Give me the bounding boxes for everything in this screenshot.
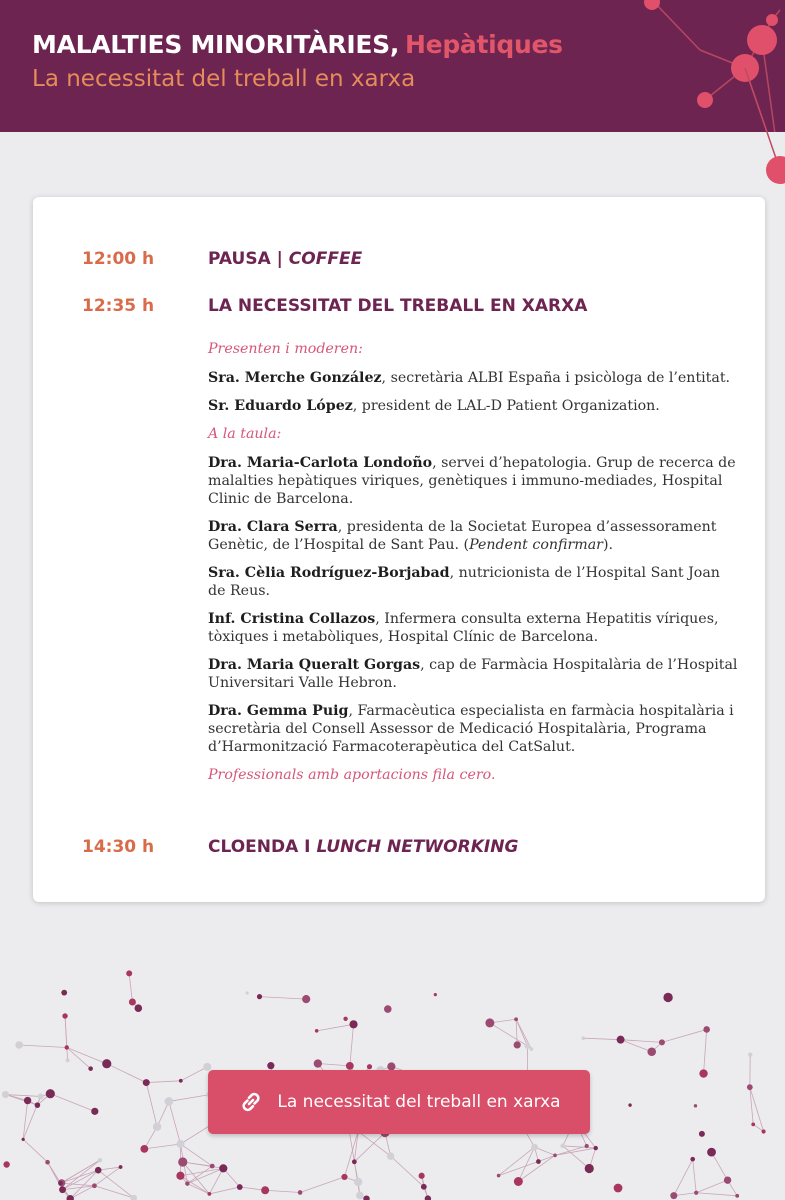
network-node [659, 1039, 665, 1045]
network-line [300, 1177, 344, 1193]
network-node [261, 1186, 269, 1194]
network-line [260, 997, 307, 999]
person-name: Sra. Cèlia Rodríguez-Borjabad [208, 565, 450, 581]
network-node [343, 1017, 347, 1021]
network-node [22, 1138, 25, 1141]
network-node [514, 1177, 523, 1186]
network-line [50, 1094, 94, 1112]
network-node [497, 1174, 501, 1178]
network-node [647, 1047, 656, 1056]
network-node [694, 1191, 698, 1195]
network-line [499, 1147, 535, 1175]
network-node [387, 1152, 394, 1159]
network-node [354, 1178, 362, 1186]
network-node [703, 1026, 710, 1033]
network-node [561, 1144, 566, 1149]
network-line [518, 1155, 555, 1181]
network-line [674, 1159, 693, 1195]
network-node [514, 1041, 521, 1048]
network-node [210, 1164, 215, 1169]
network-node [751, 1122, 755, 1126]
network-node [119, 1165, 123, 1169]
time-label: 14:30 h [82, 837, 155, 857]
network-line [169, 1101, 181, 1144]
network-line [146, 1083, 157, 1127]
panelist-item [208, 656, 738, 692]
network-line [712, 1152, 728, 1180]
network-node [140, 1145, 148, 1153]
network-node [298, 1190, 303, 1195]
network-line [67, 1047, 107, 1063]
person-desc: , Infermera consulta externa Hepatitis víriques, tòxiques i metabòliques, Hospital Clínic de Barcelona. [208, 611, 719, 645]
person-desc: , secretària ALBI España i psicòloga de l’entitat. [381, 370, 731, 386]
person-desc: , Farmacèutica especialista en farmàcia hospitalària i secretària del Consell Assessor de Medicació Hospitalària, Programa d’Harmonització Farmacoterapèutica del CatSalut. [208, 703, 734, 755]
person-name: Dra. Maria-Carlota Londoño [208, 455, 433, 471]
item-title [208, 837, 518, 857]
network-line [583, 1038, 620, 1039]
network-node [341, 1174, 347, 1180]
person-desc: , president de LAL-D Patient Organization. [352, 398, 660, 414]
network-line [146, 1081, 181, 1083]
network-node [257, 994, 262, 999]
network-node [58, 1181, 63, 1186]
network-node [237, 1184, 243, 1190]
moderators-label: Presenten i moderen: [208, 341, 363, 357]
network-node [95, 1167, 102, 1174]
network-node [531, 1144, 538, 1151]
network-node [2, 1091, 9, 1098]
network-line [704, 1029, 707, 1073]
network-node [302, 995, 310, 1003]
panelist-item [208, 610, 738, 646]
network-node [617, 1036, 625, 1044]
network-line [144, 1144, 180, 1149]
network-node [425, 1195, 431, 1200]
network-line [693, 1159, 696, 1193]
network-node [384, 1005, 392, 1013]
link-button[interactable] [208, 1070, 590, 1134]
network-node [65, 1045, 69, 1049]
network-node [185, 1181, 189, 1185]
person-name: Dra. Gemma Puig [208, 703, 349, 719]
time-label: 12:00 h [82, 249, 155, 269]
title-italic: LUNCH NETWORKING [316, 837, 519, 857]
network-node [246, 991, 249, 994]
network-node [92, 1183, 97, 1188]
network-node [176, 1140, 184, 1148]
person-name: Sra. Merche González [208, 370, 382, 386]
network-node [724, 1176, 731, 1183]
network-node [219, 1164, 227, 1172]
page-subtitle: La necessitat del treball en xarxa [32, 66, 416, 92]
network-node [694, 1104, 697, 1107]
page-title [32, 30, 563, 59]
network-node [349, 1020, 357, 1028]
network-line [209, 1168, 223, 1194]
network-node [485, 1018, 494, 1027]
network-node [363, 1195, 369, 1200]
person-desc-end: ). [602, 537, 613, 553]
network-line [354, 1133, 385, 1162]
network-node [536, 1159, 541, 1164]
network-node [38, 1093, 44, 1099]
person-name: Inf. Cristina Collazos [208, 611, 376, 627]
title-text: CLOENDA I [208, 837, 311, 857]
network-node [530, 1047, 534, 1051]
network-node [46, 1089, 55, 1098]
network-node [419, 1173, 425, 1179]
network-node [3, 1161, 9, 1167]
network-node [178, 1157, 187, 1166]
network-node [761, 1129, 765, 1133]
network-node [748, 1052, 752, 1056]
header-banner [0, 0, 785, 132]
network-line [65, 1016, 68, 1060]
network-line [490, 1023, 528, 1046]
network-node [585, 1164, 594, 1173]
network-line [98, 1170, 134, 1198]
network-line [19, 1045, 67, 1048]
network-line [107, 1064, 147, 1083]
person-name: Dra. Maria Queralt Gorgas [208, 657, 421, 673]
network-decoration [600, 0, 785, 132]
session-details [208, 340, 738, 784]
title-text: PAUSA | [208, 249, 283, 269]
network-line [538, 1155, 555, 1161]
network-node [421, 1184, 427, 1190]
network-node [628, 1103, 631, 1106]
network-line [318, 1064, 350, 1066]
network-line [499, 1162, 539, 1176]
network-node [434, 993, 437, 996]
network-node [143, 1079, 150, 1086]
network-node [102, 1059, 111, 1068]
panelist-item [208, 702, 738, 756]
moderator-item [208, 397, 738, 415]
network-line [23, 1139, 47, 1162]
network-line [563, 1146, 596, 1148]
network-line [265, 1190, 300, 1192]
network-node [614, 1184, 623, 1193]
title-italic: COFFEE [288, 249, 363, 269]
network-line [354, 1131, 358, 1162]
network-node [165, 1097, 174, 1106]
network-line [209, 1187, 239, 1194]
person-desc-italic: Pendent confirmar [469, 537, 603, 553]
network-line [48, 1162, 61, 1183]
network-node [135, 1004, 143, 1012]
network-line [180, 1168, 223, 1175]
network-node [45, 1160, 50, 1165]
time-label: 12:35 h [82, 296, 155, 316]
network-node [91, 1108, 98, 1115]
item-title: LA NECESSITAT DEL TREBALL EN XARXA [208, 296, 588, 316]
network-node [59, 1186, 66, 1193]
network-node [129, 999, 136, 1006]
link-icon [237, 1088, 265, 1116]
network-node [581, 1036, 585, 1040]
link-button-label: La necessitat del treball en xarxa [277, 1092, 561, 1112]
network-node [514, 1017, 518, 1021]
network-line [696, 1193, 737, 1196]
network-node [61, 990, 67, 996]
network-node [367, 1064, 372, 1069]
network-node [747, 1084, 753, 1090]
network-node [670, 1192, 677, 1199]
network-node [35, 1102, 41, 1108]
network-node [267, 1062, 274, 1069]
panel-label: A la taula: [208, 426, 282, 442]
panelist-item [208, 454, 738, 508]
network-node [699, 1069, 707, 1077]
network-node [524, 1043, 530, 1049]
network-line [169, 1094, 210, 1101]
network-node [690, 1157, 695, 1162]
network-line [696, 1180, 727, 1193]
network-line [391, 1156, 424, 1187]
network-node [66, 1058, 70, 1062]
item-title [208, 249, 362, 269]
person-name: Sr. Eduardo López [208, 398, 353, 414]
network-node [15, 1041, 23, 1049]
network-node [130, 1195, 137, 1200]
network-node [352, 1159, 357, 1164]
network-node [663, 993, 672, 1002]
network-node [179, 1079, 183, 1083]
network-line [518, 1147, 534, 1181]
network-node [88, 1066, 93, 1071]
network-line [187, 1184, 209, 1194]
moderator-item [208, 369, 738, 387]
person-desc: , presidenta de la Societat Europea d’assessorament Genètic, de l’Hospital de Sant Pau. ( [208, 519, 717, 553]
person-desc: , cap de Farmàcia Hospitalària de l’Hospital Universitari Valle Hebron. [208, 657, 738, 691]
panelist-item [208, 518, 738, 554]
network-node [62, 1013, 67, 1018]
program-card [33, 197, 765, 902]
network-node [707, 1148, 716, 1157]
network-node [553, 1154, 557, 1158]
network-line [662, 1029, 707, 1042]
network-node [356, 1192, 364, 1200]
person-desc: , servei d’hepatologia. Grup de recerca de malalties hepàtiques viriques, genètiques i immuno-mediades, Hospital Clinic de Barcelona. [208, 455, 736, 507]
network-node [176, 1172, 184, 1180]
network-line [70, 1186, 94, 1199]
network-line [129, 973, 132, 1002]
network-line [516, 1019, 517, 1045]
network-node [24, 1097, 31, 1104]
network-node [153, 1123, 161, 1131]
network-line [317, 1024, 354, 1031]
network-node [594, 1146, 598, 1150]
network-node [207, 1192, 211, 1196]
network-node [585, 1144, 589, 1148]
network-line [67, 1047, 91, 1068]
network-line [181, 1067, 207, 1081]
network-node [315, 1029, 319, 1033]
title-main: MALALTIES MINORITÀRIES, [32, 30, 400, 59]
person-desc: , nutricionista de l’Hospital Sant Joan de Reus. [208, 565, 720, 599]
footnote: Professionals amb aportacions fila cero. [208, 767, 496, 783]
network-line [61, 1183, 95, 1186]
network-node [126, 970, 132, 976]
title-accent: Hepàtiques [405, 30, 563, 59]
person-name: Dra. Clara Serra [208, 519, 338, 535]
network-node [699, 1131, 705, 1137]
network-node [98, 1158, 102, 1162]
network-node [735, 1194, 739, 1198]
network-line [94, 1186, 133, 1198]
network-node [346, 1062, 354, 1070]
panelist-item [208, 564, 738, 600]
network-line [350, 1024, 354, 1066]
network-node [314, 1059, 322, 1067]
